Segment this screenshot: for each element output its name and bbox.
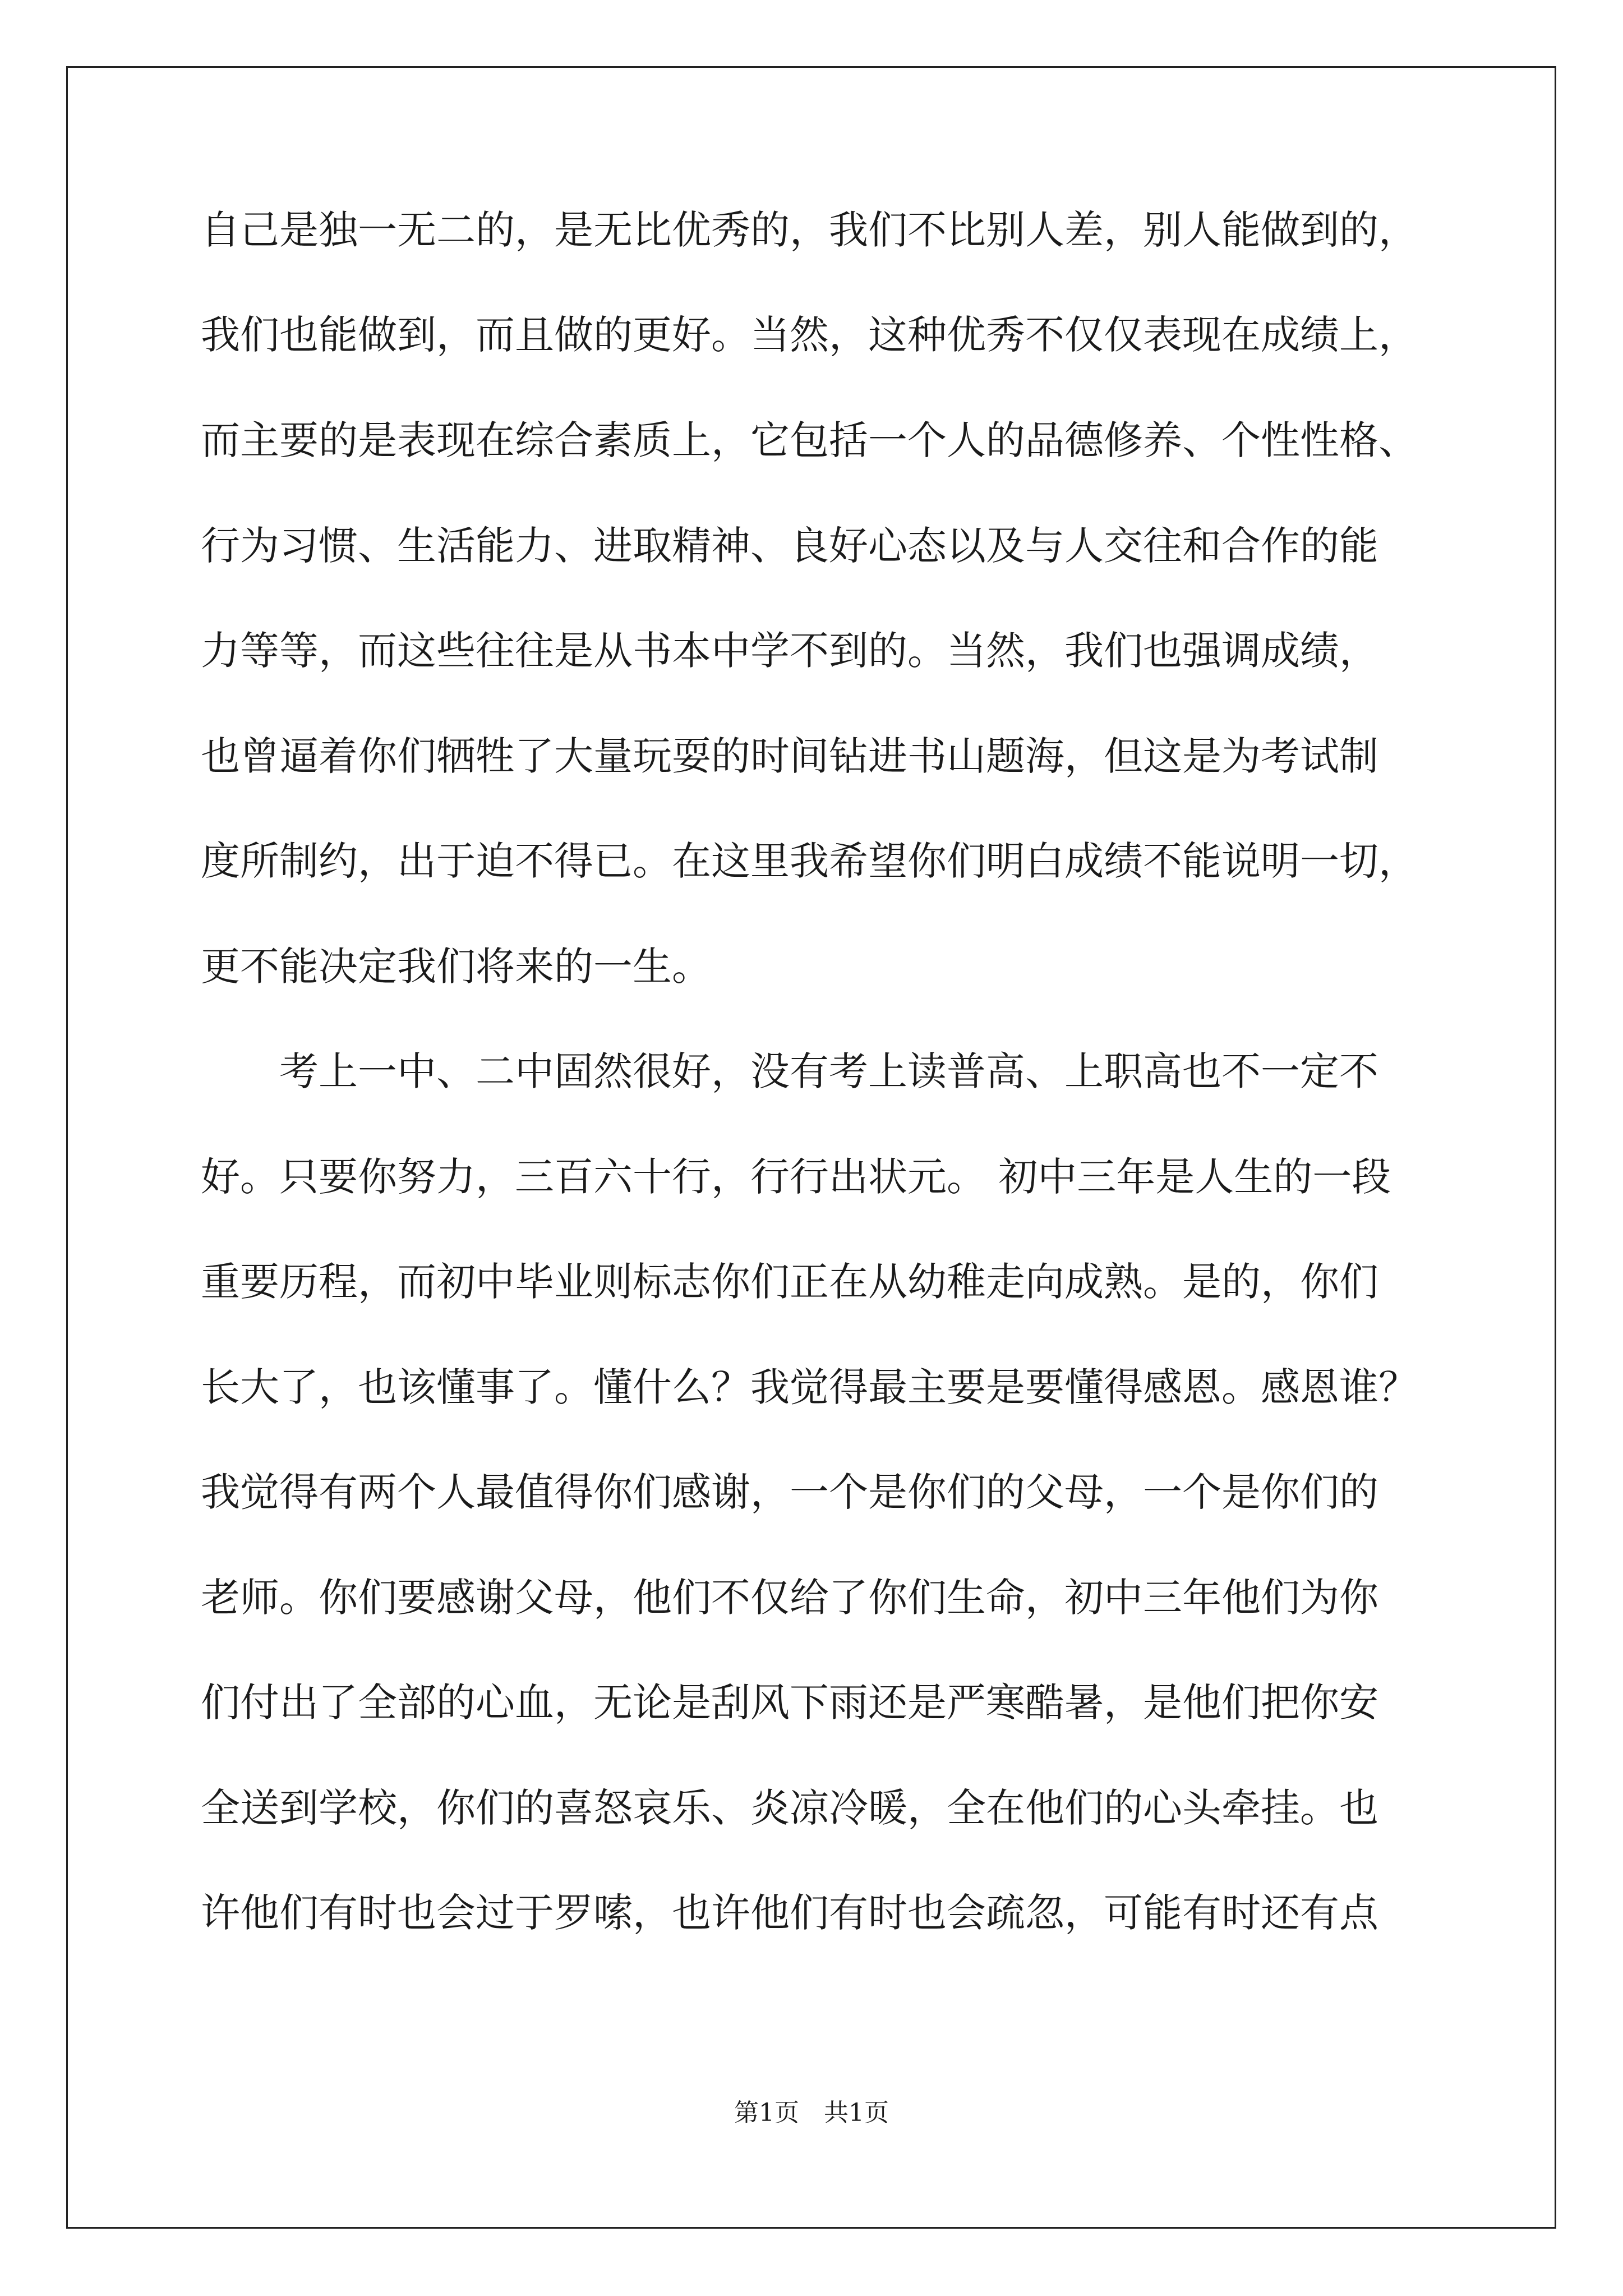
- text-line: 许他们有时也会过于罗嗦，也许他们有时也会疏忽，可能有时还有点: [201, 1890, 1378, 1936]
- text-line: 全送到学校，你们的喜怒哀乐、炎凉冷暖，全在他们的心头牵挂。也: [201, 1785, 1378, 1831]
- text-line: 我们也能做到，而且做的更好。当然，这种优秀不仅仅表现在成绩上，: [201, 312, 1418, 358]
- text-line: 自己是独一无二的，是无比优秀的，我们不比别人差，别人能做到的，: [201, 207, 1418, 253]
- text-line: 行为习惯、生活能力、进取精神、良好心态以及与人交往和合作的能: [201, 523, 1378, 569]
- text-line: 度所制约，出于迫不得已。在这里我希望你们明白成绩不能说明一切，: [201, 838, 1418, 884]
- text-line: 好。只要你努力，三百六十行，行行出状元。 初中三年是人生的一段: [201, 1154, 1391, 1200]
- text-line: 考上一中、二中固然很好，没有考上读普高、上职高也不一定不: [201, 1048, 1378, 1094]
- text-line: 长大了，也该懂事了。懂什么？我觉得最主要是要懂得感恩。感恩谁？: [201, 1364, 1418, 1410]
- text-line: 也曾逼着你们牺牲了大量玩耍的时间钻进书山题海，但这是为考试制: [201, 733, 1378, 779]
- text-line: 更不能决定我们将来的一生。: [201, 944, 711, 990]
- text-line: 我觉得有两个人最值得你们感谢，一个是你们的父母，一个是你们的: [201, 1469, 1378, 1515]
- text-line: 老师。你们要感谢父母，他们不仅给了你们生命，初中三年他们为你: [201, 1575, 1378, 1621]
- text-line: 们付出了全部的心血，无论是刮风下雨还是严寒酷暑，是他们把你安: [201, 1680, 1378, 1726]
- page-footer: 第1页 共1页: [734, 2099, 889, 2127]
- text-line: 力等等，而这些往往是从书本中学不到的。当然，我们也强调成绩，: [201, 628, 1378, 674]
- text-line: 而主要的是表现在综合素质上，它包括一个人的品德修养、个性性格、: [201, 417, 1418, 463]
- text-line: 重要历程，而初中毕业则标志你们正在从幼稚走向成熟。是的，你们: [201, 1259, 1378, 1305]
